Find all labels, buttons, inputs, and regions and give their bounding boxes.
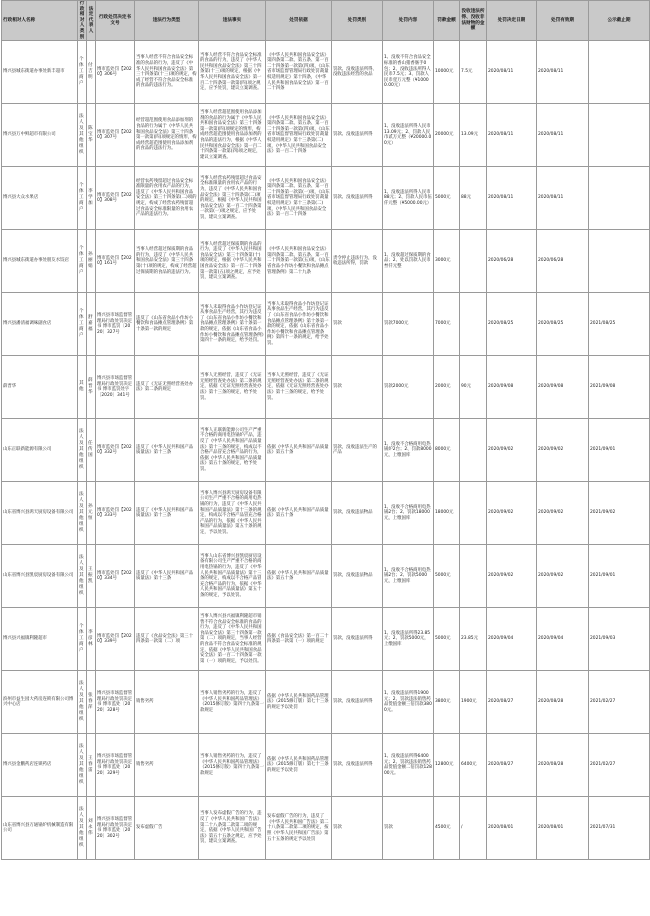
- penalty-kind-cell: 责令停止违法行为，没收违法所得，罚款: [332, 230, 383, 293]
- fine-amount-cell: 3800元: [434, 671, 460, 734]
- violation-facts-cell: 当事人经营农药残留超过食品安全标准限量的食用农产品的行为，违反了《中华人民共和国食品安全法》第三十四条第(二)项的规定，根据《中华人民共和国食品安全法》第一百二十四条第一款第(一)项之规定，应予处罚，建议立案调查。: [199, 167, 266, 230]
- violation-facts-cell: 当事人正联新能源公司生产严重不合格的商用电热锅炉产品，违反了《中华人民共和国产品质量法》第十三条的规定，构成以不合格产品冒充合格产品的行为，依据《中华人民共和国产品质量法》第五十条的规定，给予处罚。: [199, 419, 266, 482]
- valid-until-cell: 2020/09/08: [537, 356, 589, 419]
- decision-date-cell: 2020/08/01: [487, 797, 537, 860]
- penalty-content-cell: 罚款2000元: [383, 356, 434, 419]
- header-cell: 违法事实: [199, 1, 266, 41]
- table-row: [2, 41, 650, 104]
- publicity-deadline-cell: 2021/09/08: [589, 356, 650, 419]
- valid-until-cell: 2020/08/25: [537, 293, 589, 356]
- header-row: [2, 1, 650, 41]
- violation-type-cell: 违反了《山东省食品小作坊小餐饮和食品摊点管理条例》第十条第一款的规定: [135, 293, 199, 356]
- table-row: [2, 797, 650, 860]
- penalty-basis-cell: 《中华人民共和国食品安全法》第四条第二款、第五条、第一百二十四条第一款第(一)项，《山东省市场监督管理局行政处罚裁量权适用规定》第十三条第(二)项，《中华人民共和国食品安全法》第一百二十四条: [266, 167, 332, 230]
- entity-name-cell: 山东省博兴县凯宸厨房设备有限公司: [2, 545, 78, 608]
- publicity-deadline-cell: 2021/09/03: [589, 608, 650, 671]
- penalty-content-cell: 罚款: [383, 797, 434, 860]
- fine-amount-cell: 20000元: [434, 104, 460, 167]
- confiscated-amount-cell: 23.85元: [460, 608, 487, 671]
- legal-rep-cell: 王振凯: [87, 545, 96, 608]
- violation-type-cell: 违反了《中华人民共和国产品质量法》第十三条: [135, 482, 199, 545]
- confiscated-amount-cell: 7.5元: [460, 41, 487, 104]
- violation-facts-cell: 当事人经营超范围使用食品添加剂的食品的行为属于《中华人民共和国食品安全法》第三十四条第一款第(四)项规定的情形，构成经营超范围使用食品添加剂的食品的违法行为，根据《中华人民共和国食品安全法》第一百二十四条第一款第(四)项之规定，建议立案调查。: [199, 104, 266, 167]
- table-row: [2, 671, 650, 734]
- header-cell: 处罚决定日期: [487, 1, 537, 41]
- decision-doc-cell: 博市监处罚【2020】308号: [96, 167, 135, 230]
- fine-amount-cell: 5000元: [434, 608, 460, 671]
- violation-type-cell: 经营超范围使用食品添加剂的食品的行为属于《中华人民共和国食品安全法》第三十四条第一款第(四)项规定的情形，构成经营超范围使用食品添加剂的食品的违法行为。: [135, 104, 199, 167]
- fine-amount-cell: 2000元: [434, 356, 460, 419]
- legal-rep-cell: 王春雷: [87, 734, 96, 797]
- fine-amount-cell: 3000元: [434, 230, 460, 293]
- decision-doc-cell: 博市监处罚【2020】334号: [96, 545, 135, 608]
- decision-doc-cell: 博兴县市场监督管理局行政处罚决定书 博市监处〔2020〕302号: [96, 797, 135, 860]
- entity-category-cell: 法人及其他组织: [78, 797, 87, 860]
- confiscated-amount-cell: 13.09元: [460, 104, 487, 167]
- penalty-basis-cell: 《中华人民共和国食品安全法》第四条第二款、第五条、第一百二十四条第一款第(四)项，《山东省市场监督管理局行政处罚裁量权适用规定》第十三条第(二)项，《中华人民共和国食品安全法》第一百二十四条: [266, 104, 332, 167]
- penalty-kind-cell: 罚款，没收违法所得: [332, 608, 383, 671]
- decision-date-cell: 2020/08/27: [487, 671, 537, 734]
- table-row: [2, 608, 650, 671]
- violation-facts-cell: 当事人无照经营，违反了《无证无照经营查处办法》第二条的规定，依据《无证无照经营查处办法》第十三条的规定，给予处罚。: [199, 356, 266, 419]
- violation-facts-cell: 当事人销售劣药的行为，违反了《中华人民共和国药品管理法》（2015修订版）第四十九条第一款规定: [199, 734, 266, 797]
- confiscated-amount-cell: 1900元: [460, 671, 487, 734]
- penalty-kind-cell: 罚款、没收违法所得、没收违法经营的食品: [332, 41, 383, 104]
- valid-until-cell: 2020/09/02: [537, 419, 589, 482]
- violation-type-cell: 违反了《无证无照经营查处办法》第二条的规定: [135, 356, 199, 419]
- valid-until-cell: 2020/08/11: [537, 104, 589, 167]
- entity-name-cell: 博兴县兴福镇利隆超市: [2, 608, 78, 671]
- entity-name-cell: 博兴县万中鲜超市有限公司: [2, 104, 78, 167]
- decision-date-cell: 2020/09/02: [487, 545, 537, 608]
- fine-amount-cell: 4500元: [434, 797, 460, 860]
- table-row: [2, 482, 650, 545]
- valid-until-cell: 2020/08/11: [537, 167, 589, 230]
- penalty-content-cell: 1、没收不合格商用电热锅炉2台；2、罚款8000元，上缴国库: [383, 419, 434, 482]
- entity-category-cell: 法人及其他组织: [78, 419, 87, 482]
- penalty-kind-cell: 罚款，没收违法物品: [332, 482, 383, 545]
- violation-type-cell: 发布虚假广告: [135, 797, 199, 860]
- entity-name-cell: 博兴县金鹏药店连锁药店: [2, 734, 78, 797]
- decision-doc-cell: 博兴县市场监督管理局行政处罚决定书 博市监处〔2020〕328号: [96, 671, 135, 734]
- penalty-kind-cell: 罚款、没收违法所得: [332, 167, 383, 230]
- header-cell: 处罚有效期: [537, 1, 589, 41]
- penalty-basis-cell: 依据《中华人民共和国药品管理法》（2015修订版）第七十三条的规定予以处罚: [266, 734, 332, 797]
- entity-category-cell: 法人及其他组织: [78, 671, 87, 734]
- publicity-deadline-cell: 2021/09/01: [589, 419, 650, 482]
- violation-facts-cell: 当事人未取得食品小作坊登记证从事食品生产经营，其行为违反了《山东省食品小作坊小餐饮和食品摊点管理条例》第十条第一款的规定，依据《山东省食品小作坊小餐饮和食品摊点管理条例》第四十一条的规定，给予处罚。: [199, 293, 266, 356]
- decision-date-cell: 2020/08/11: [487, 41, 537, 104]
- penalty-content-cell: 1、没收超过保质期的食品；2、处以罚款人民币叁仟元整: [383, 230, 434, 293]
- entity-category-cell: 个体工商户: [78, 167, 87, 230]
- penalty-kind-cell: 罚款: [332, 356, 383, 419]
- decision-date-cell: 2020/08/11: [487, 167, 537, 230]
- publicity-deadline-cell: 2021/02/27: [589, 734, 650, 797]
- table-row: [2, 293, 650, 356]
- fine-amount-cell: 12800元: [434, 734, 460, 797]
- decision-date-cell: 2020/09/08: [487, 356, 537, 419]
- entity-name-cell: 博兴县城东街道办事处朋友水饺店: [2, 230, 78, 293]
- publicity-deadline-cell: [589, 104, 650, 167]
- violation-type-cell: 违反了《中华人民共和国产品质量法》第十三条: [135, 419, 199, 482]
- penalty-content-cell: 罚款7000元: [383, 293, 434, 356]
- penalty-content-cell: 1、没收违法所得23.85元；2、罚款5000元，上缴国库: [383, 608, 434, 671]
- decision-doc-cell: 博市监处罚【2020】161号: [96, 230, 135, 293]
- violation-type-cell: 违反了《中华人民共和国产品质量法》第十三条: [135, 545, 199, 608]
- valid-until-cell: 2020/06/28: [537, 230, 589, 293]
- penalty-basis-cell: 依据《中华人民共和国药品管理法》（2015修订版）第七十三条的规定予以处罚: [266, 671, 332, 734]
- table-row: [2, 545, 650, 608]
- publicity-deadline-cell: [589, 41, 650, 104]
- valid-until-cell: 2020/09/02: [537, 545, 589, 608]
- entity-category-cell: 法人及其他组织: [78, 734, 87, 797]
- entity-category-cell: 个体工商户: [78, 293, 87, 356]
- penalty-kind-cell: 罚款: [332, 293, 383, 356]
- entity-name-cell: 滨州市益生园大药房连锁有限公司博兴中心店: [2, 671, 78, 734]
- decision-doc-cell: 博市监处罚【2020】339号: [96, 608, 135, 671]
- fine-amount-cell: 8000元: [434, 419, 460, 482]
- confiscated-amount-cell: [460, 230, 487, 293]
- publicity-deadline-cell: 2021/09/02: [589, 482, 650, 545]
- entity-category-cell: 个体工商户: [78, 608, 87, 671]
- header-cell: 法定代表人: [87, 1, 96, 41]
- penalty-content-cell: 1、没收违法所得人民币88元；2、罚款人民币伍仟元整（¥5000.00元）: [383, 167, 434, 230]
- decision-doc-cell: 博兴县市场监督管理局行政处罚决定书 博市监罚〔2020〕327号: [96, 293, 135, 356]
- violation-type-cell: 销售劣药: [135, 671, 199, 734]
- penalty-basis-cell: 当事人未取得食品小作坊登记证从事食品生产经营，其行为违反了《山东省食品小作坊小餐饮和食品摊点管理条例》第十条第一款的规定，依据《山东省食品小作坊小餐饮和食品摊点管理条例》第四十一条的规定，给予处罚。: [266, 293, 332, 356]
- decision-date-cell: 2020/09/02: [487, 419, 537, 482]
- publicity-deadline-cell: 2021/08/25: [589, 293, 650, 356]
- fine-amount-cell: 7000元: [434, 293, 460, 356]
- penalty-basis-cell: 依据《中华人民共和国产品质量法》第五十条: [266, 545, 332, 608]
- entity-category-cell: 个体工商户: [78, 41, 87, 104]
- penalty-kind-cell: 罚款，没收违法物品: [332, 545, 383, 608]
- penalty-content-cell: 1、没收不合格商用电热锅2台；2、罚款5000元，上缴国库: [383, 545, 434, 608]
- confiscated-amount-cell: 88元: [460, 167, 487, 230]
- violation-type-cell: 经营农药残留超过食品安全标准限量的食用农产品的行为，违反了《中华人民共和国食品安全法》第三十四条第(二)项的规定，构成了经营农药残留超过食品安全标准限量的食用农产品的违法行为。: [135, 167, 199, 230]
- legal-rep-cell: 陈宝华: [87, 104, 96, 167]
- violation-type-cell: 当事人经营超过保质期的食品的行为，违反了《中华人民共和国食品安全法》第三十四条第(十)项的规定，构成了经营超过保质期的食品的违法行为。: [135, 230, 199, 293]
- violation-facts-cell: 当事人博兴县兴福镇利隆超市销售不符合食品安全标准的食品的行为，违反了《中华人民共和国食品安全法》第三十四条第一款第（二）项的规定，当事人经营的食品不符合食品安全标准的规定，依据《中华人民共和国食品安全法》第一百二十四条第一款第（一）项的规定，予以处罚。: [199, 608, 266, 671]
- violation-facts-cell: 当事人博兴县鸿天厨房设备有限公司生产严重不合格的商用电热锅的行为，违反了《中华人民共和国产品质量法》第十三条的规定，构成以不合格产品冒充合格产品的行为，依据《中华人民共和国产品质量法》第五十条的规定，予以处罚。: [199, 482, 266, 545]
- confiscated-amount-cell: /: [460, 797, 487, 860]
- violation-facts-cell: 当事人山东省博兴县凯宸厨房设备有限公司生产严重不合格的商用电热锅的行为，违反了《中华人民共和国产品质量法》第十三条的规定，构成以不合格产品冒充合格产品的行为，依据《中华人民共和国产品质量法》第五十条的规定，予以处罚。: [199, 545, 266, 608]
- valid-until-cell: 2020/08/28: [537, 671, 589, 734]
- decision-doc-cell: 博市监处罚【2020】333号: [96, 482, 135, 545]
- fine-amount-cell: 18000元: [434, 482, 460, 545]
- legal-rep-cell: 薛晋华: [87, 356, 96, 419]
- valid-until-cell: 2020/09/04: [537, 608, 589, 671]
- penalty-content-cell: 1、没收不合格商用电热锅2台；2、罚款18000元，上缴国库: [383, 482, 434, 545]
- penalty-basis-cell: 当事人无照经营，违反了《无证无照经营查处办法》第二条的规定，依据《无证无照经营查处办法》第十三条的规定，给予处罚。: [266, 356, 332, 419]
- fine-amount-cell: 5000元: [434, 545, 460, 608]
- decision-date-cell: 2020/08/27: [487, 734, 537, 797]
- confiscated-amount-cell: [460, 419, 487, 482]
- entity-name-cell: 山东省博兴县鸿天厨房设备有限公司: [2, 482, 78, 545]
- penalty-kind-cell: 罚款，没收违法所得: [332, 734, 383, 797]
- header-cell: 没收违法所得、没收非法财物的金额: [460, 1, 487, 41]
- violation-facts-cell: 当事人经营不符合食品安全标准的食品的行为，违反了《中华人民共和国食品安全法》第三十四条第(十三)项的规定，根据《中华人民共和国食品安全法》第一百二十四条第一款第(四)项之规定，应予处罚，建议立案调查。: [199, 41, 266, 104]
- penalty-kind-cell: 罚款、没收违法所得: [332, 104, 383, 167]
- header-cell: 处罚类别: [332, 1, 383, 41]
- legal-rep-cell: 孙元恒: [87, 482, 96, 545]
- header-cell: 罚款金额: [434, 1, 460, 41]
- decision-date-cell: 2020/08/25: [487, 293, 537, 356]
- penalty-content-cell: 1、没收违法所得人民币13.09元；2、罚款人民币贰万元整（¥20000.00元）: [383, 104, 434, 167]
- penalty-basis-cell: 《中华人民共和国食品安全法》第四条第二款、第五条、第一百二十四条第一款第(五)项，《山东省食品小作坊小餐饮和食品摊点管理条例》第二十九条: [266, 230, 332, 293]
- table-row: [2, 356, 650, 419]
- header-cell: 行政相对人名称: [2, 1, 78, 41]
- penalty-basis-cell: 发布虚假广告的行为，违反了《中华人民共和国广告法》第二十八条第二款第二项的规定，按照《中华人民共和国广告法》第五十五条的规定予以处罚: [266, 797, 332, 860]
- legal-rep-cell: 付吉明: [87, 41, 96, 104]
- entity-category-cell: 其他: [78, 356, 87, 419]
- valid-until-cell: 2020/08/11: [537, 41, 589, 104]
- publicity-deadline-cell: [589, 230, 650, 293]
- table-row: [2, 419, 650, 482]
- entity-category-cell: 个体工商户: [78, 230, 87, 293]
- penalty-content-cell: 1、没收不符合食品安全标准的香山猪香肠手0包；2、没收违法所得人民币7.5元；3、罚款人民币壹万元整（¥10000.00元）: [383, 41, 434, 104]
- violation-type-cell: 违反了《食品安全法》第三十四条第一款第（二）项: [135, 608, 199, 671]
- valid-until-cell: 2020/09/02: [537, 482, 589, 545]
- decision-doc-cell: 博兴县市场监督管理局行政处罚决定书 博市监处〔2020〕329号: [96, 734, 135, 797]
- legal-rep-cell: 刘永伟: [87, 797, 96, 860]
- header-cell: 处罚依据: [266, 1, 332, 41]
- header-cell: 违法行为类型: [135, 1, 199, 41]
- penalty-basis-cell: 《中华人民共和国食品安全法》第四条第二款、第五条、第一百二十四条第一款第(四)项，《山东省市场监督管理局行政处罚裁量权适用规定》第十四条，《中华人民共和国食品安全法》第一百二十四条: [266, 41, 332, 104]
- fine-amount-cell: 10000元: [434, 41, 460, 104]
- entity-category-cell: 法人及其他组织: [78, 482, 87, 545]
- decision-date-cell: 2020/09/02: [487, 482, 537, 545]
- penalty-content-cell: 1、没收违法所得6400元；2、罚款违法销售药品货值金额二倍罚款12800元。: [383, 734, 434, 797]
- entity-name-cell: 博兴县潘清福调味副食店: [2, 293, 78, 356]
- publicity-deadline-cell: 2021/02/27: [589, 671, 650, 734]
- decision-doc-cell: 博市监处罚【2020】306号: [96, 41, 135, 104]
- penalty-basis-cell: 依据《中华人民共和国产品质量法》第五十条: [266, 419, 332, 482]
- penalty-content-cell: 1、没收违法所得1900元；2、罚款违法销售药品货值金额三倍罚款3800元。: [383, 671, 434, 734]
- decision-date-cell: 2020/09/04: [487, 608, 537, 671]
- fine-amount-cell: 5000元: [434, 167, 460, 230]
- legal-rep-cell: 任传国: [87, 419, 96, 482]
- confiscated-amount-cell: [460, 545, 487, 608]
- decision-doc-cell: 博市监处罚【2020】332号: [96, 419, 135, 482]
- confiscated-amount-cell: [460, 293, 487, 356]
- confiscated-amount-cell: [460, 482, 487, 545]
- entity-category-cell: 法人及其他组织: [78, 104, 87, 167]
- violation-type-cell: 当事人经营不符合食品安全标准的食品的行为，违反了《中华人民共和国食品安全法》第三十四条第(十三)项的规定，构成了经营不符合食品安全标准的食品的违法行为。: [135, 41, 199, 104]
- decision-date-cell: 2020/08/11: [487, 104, 537, 167]
- entity-name-cell: 博兴县城东街道办事处新丰超市: [2, 41, 78, 104]
- penalty-table: [1, 0, 650, 860]
- penalty-basis-cell: 依据《中华人民共和国产品质量法》第五十条: [266, 482, 332, 545]
- decision-date-cell: 2020/06/28: [487, 230, 537, 293]
- violation-facts-cell: 当事人经营超过保质期的食品的行为，违反了《中华人民共和国食品安全法》第三十四条第(十)项的规定，根据《中华人民共和国食品安全法》第一百二十四条第一款第(五)项之规定，应予处罚，建议立案调查。: [199, 230, 266, 293]
- table-row: [2, 167, 650, 230]
- publicity-deadline-cell: 2021/09/01: [589, 545, 650, 608]
- publicity-deadline-cell: [589, 167, 650, 230]
- entity-category-cell: 法人及其他组织: [78, 545, 87, 608]
- entity-name-cell: 薛晋华: [2, 356, 78, 419]
- legal-rep-cell: 孙丽娟: [87, 230, 96, 293]
- table-row: [2, 734, 650, 797]
- header-cell: 行政相对人类别: [78, 1, 87, 41]
- table-row: [2, 230, 650, 293]
- penalty-basis-cell: 依据《食品安全法》第一百二十四条第一款第（一）项的规定: [266, 608, 332, 671]
- legal-rep-cell: 舒嘉福: [87, 293, 96, 356]
- entity-name-cell: 山东正联新能源有限公司: [2, 419, 78, 482]
- header-cell: 处罚内容: [383, 1, 434, 41]
- entity-name-cell: 山东省博兴县万通锅炉机械制造有限公司: [2, 797, 78, 860]
- penalty-kind-cell: 罚款，没收违法所得: [332, 671, 383, 734]
- decision-doc-cell: 博兴县市场监督管理局行政处罚决定书 博市监罚处字〔2020〕341号: [96, 356, 135, 419]
- violation-facts-cell: 当事人发布虚假广告的行为，违反了《中华人民共和国广告法》第二十八条第二款第二项的规定，依据《中华人民共和国广告法》第五十五条之规定，应予处罚，建议立案调查。: [199, 797, 266, 860]
- legal-rep-cell: 张春萍: [87, 671, 96, 734]
- entity-name-cell: 博兴县大众水果店: [2, 167, 78, 230]
- violation-type-cell: 销售劣药: [135, 734, 199, 797]
- legal-rep-cell: 李彦林: [87, 608, 96, 671]
- publicity-deadline-cell: 2021/07/31: [589, 797, 650, 860]
- penalty-kind-cell: 罚款: [332, 797, 383, 860]
- valid-until-cell: 2020/08/28: [537, 734, 589, 797]
- legal-rep-cell: 李学加: [87, 167, 96, 230]
- confiscated-amount-cell: 6400元: [460, 734, 487, 797]
- header-cell: 行政处罚决定书文号: [96, 1, 135, 41]
- table-row: [2, 104, 650, 167]
- violation-facts-cell: 当事人销售劣药的行为，违反了《中华人民共和国药品管理法》（2015修订版）第四十九条第一款规定: [199, 671, 266, 734]
- header-cell: 公示截止期: [589, 1, 650, 41]
- decision-doc-cell: 博市监处罚【2020】307号: [96, 104, 135, 167]
- confiscated-amount-cell: 90元: [460, 356, 487, 419]
- penalty-kind-cell: 罚款，没收违法生产的产品: [332, 419, 383, 482]
- valid-until-cell: 2020/08/01: [537, 797, 589, 860]
